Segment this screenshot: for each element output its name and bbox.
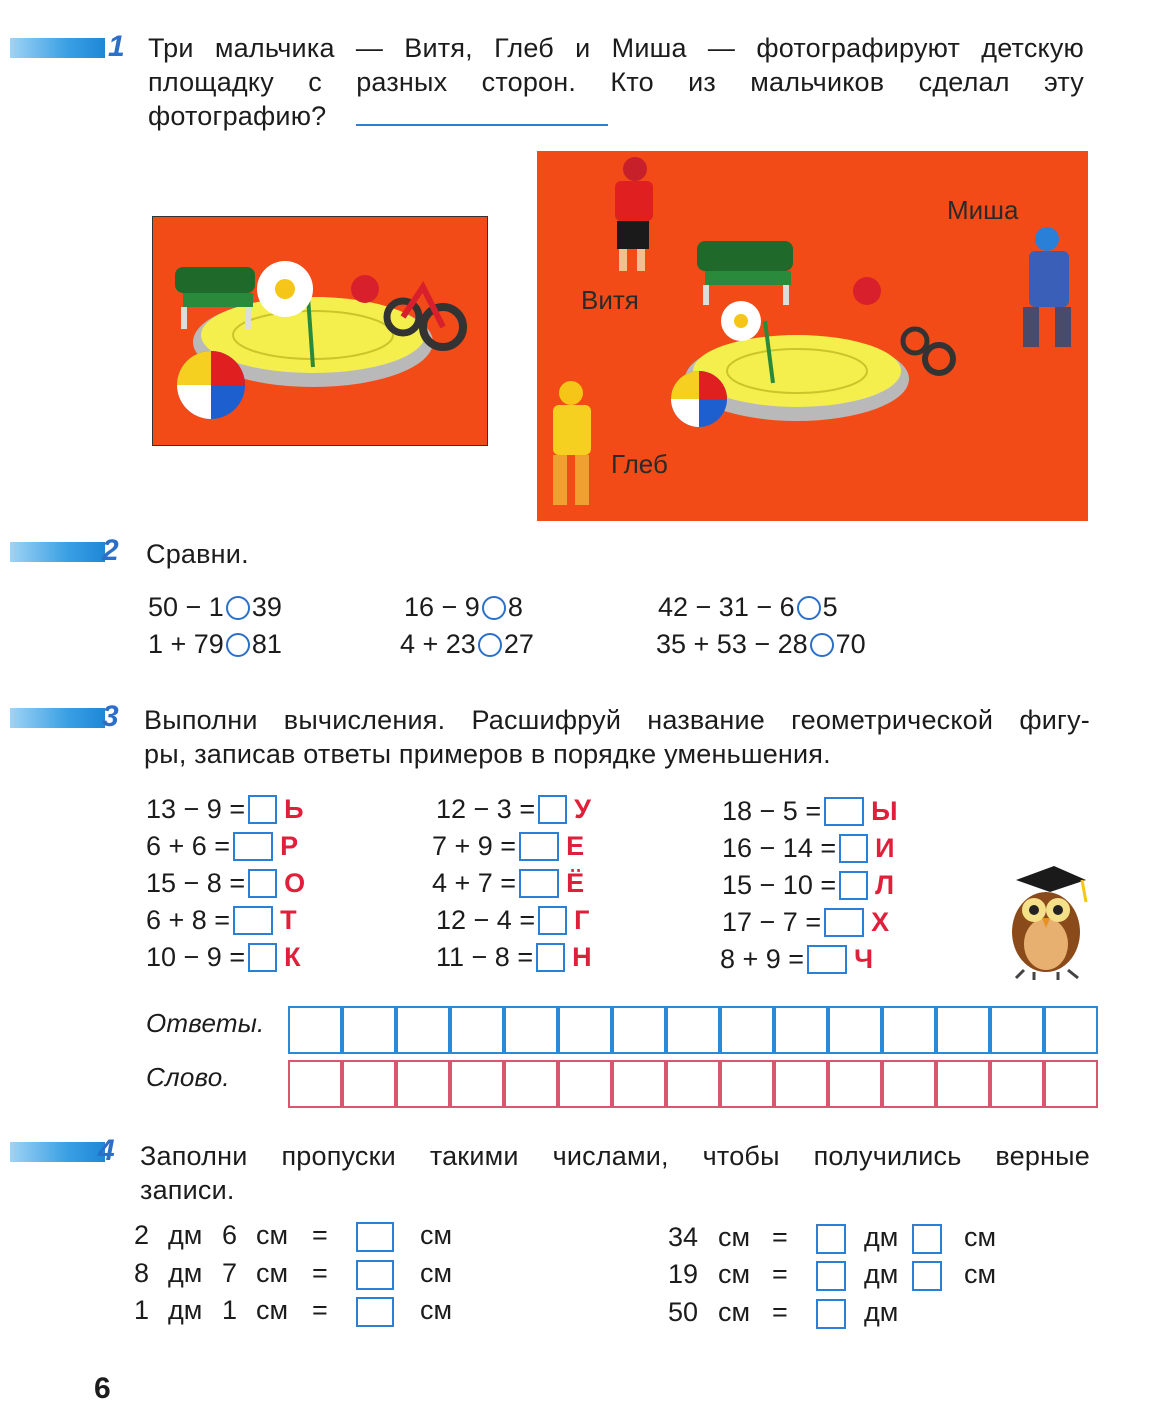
- word-cell[interactable]: [612, 1060, 666, 1108]
- answer-box[interactable]: [816, 1224, 846, 1254]
- word-cell[interactable]: [450, 1060, 504, 1108]
- answer-box[interactable]: [824, 797, 864, 826]
- calc-item: 15 − 10 = Л: [722, 870, 895, 900]
- label-gleb: Глеб: [611, 449, 668, 479]
- calc-item: 18 − 5 = Ы: [722, 796, 898, 826]
- compare-circle[interactable]: [226, 633, 250, 657]
- owl-mascot: [994, 862, 1094, 980]
- answer-box[interactable]: [538, 906, 567, 935]
- compare-item: 42 − 31 − 6 5: [658, 592, 838, 622]
- compare-circle[interactable]: [226, 596, 250, 620]
- calc-item: 8 + 9 = Ч: [720, 944, 874, 974]
- answer-box[interactable]: [248, 795, 277, 824]
- calc-item: 13 − 9 = Ь: [146, 794, 304, 824]
- word-cell[interactable]: [342, 1060, 396, 1108]
- answer-box[interactable]: [356, 1222, 394, 1252]
- compare-item: 4 + 23 27: [400, 629, 534, 659]
- word-cell[interactable]: [504, 1060, 558, 1108]
- answer-cell[interactable]: [504, 1006, 558, 1054]
- answer-cell[interactable]: [774, 1006, 828, 1054]
- answer-cell[interactable]: [1044, 1006, 1098, 1054]
- task-marker: [10, 38, 105, 58]
- answers-row: [288, 1006, 1098, 1054]
- answer-line[interactable]: [356, 124, 608, 126]
- task-number: 4: [98, 1134, 115, 1167]
- answer-cell[interactable]: [342, 1006, 396, 1054]
- photo-small: [152, 216, 488, 446]
- answer-cell[interactable]: [936, 1006, 990, 1054]
- task3-line1: Выполни вычисления. Расшифруй название геометрической фигу-: [144, 705, 1090, 735]
- answer-box[interactable]: [816, 1299, 846, 1329]
- task-marker: [10, 708, 105, 728]
- answer-box[interactable]: [248, 869, 277, 898]
- answer-box[interactable]: [824, 908, 864, 937]
- answer-cell[interactable]: [612, 1006, 666, 1054]
- answer-cell[interactable]: [828, 1006, 882, 1054]
- answer-box[interactable]: [248, 943, 277, 972]
- calc-item: 4 + 7 = Ё: [432, 868, 585, 898]
- answer-box[interactable]: [233, 832, 273, 861]
- answer-box[interactable]: [538, 795, 567, 824]
- answer-box[interactable]: [356, 1260, 394, 1290]
- calc-item: 6 + 6 = Р: [146, 831, 299, 861]
- answer-box[interactable]: [519, 832, 559, 861]
- label-vitya: Витя: [581, 285, 639, 315]
- calc-item: 15 − 8 = О: [146, 868, 306, 898]
- compare-circle[interactable]: [797, 596, 821, 620]
- word-row: [288, 1060, 1098, 1108]
- word-cell[interactable]: [936, 1060, 990, 1108]
- task-marker: [10, 542, 105, 562]
- task4-line1: Заполни пропуски такими числами, чтобы получились верные: [140, 1141, 1090, 1171]
- calc-item: 17 − 7 = Х: [722, 907, 890, 937]
- answer-cell[interactable]: [720, 1006, 774, 1054]
- word-cell[interactable]: [666, 1060, 720, 1108]
- word-cell[interactable]: [558, 1060, 612, 1108]
- compare-circle[interactable]: [482, 596, 506, 620]
- word-cell[interactable]: [1044, 1060, 1098, 1108]
- answer-box[interactable]: [519, 869, 559, 898]
- calc-item: 11 − 8 = Н: [436, 942, 592, 972]
- compare-item: 1 + 79 81: [148, 629, 282, 659]
- word-label: Слово.: [146, 1062, 230, 1092]
- answer-cell[interactable]: [450, 1006, 504, 1054]
- answer-box[interactable]: [816, 1261, 846, 1291]
- calc-item: 7 + 9 = Е: [432, 831, 585, 861]
- task-number: 1: [108, 30, 125, 63]
- calc-item: 12 − 3 = У: [436, 794, 591, 824]
- compare-item: 50 − 1 39: [148, 592, 282, 622]
- word-cell[interactable]: [720, 1060, 774, 1108]
- answer-cell[interactable]: [666, 1006, 720, 1054]
- answer-cell[interactable]: [396, 1006, 450, 1054]
- answer-box[interactable]: [356, 1297, 394, 1327]
- task1-line2: площадку с разных сторон. Кто из мальчиков сделал эту: [148, 67, 1084, 97]
- word-cell[interactable]: [828, 1060, 882, 1108]
- calc-item: 12 − 4 = Г: [436, 905, 590, 935]
- answer-box[interactable]: [839, 834, 868, 863]
- answer-cell[interactable]: [882, 1006, 936, 1054]
- calc-item: 10 − 9 = К: [146, 942, 301, 972]
- task2-title: Сравни.: [146, 539, 249, 569]
- word-cell[interactable]: [990, 1060, 1044, 1108]
- answer-cell[interactable]: [990, 1006, 1044, 1054]
- task3-line2: ры, записав ответы примеров в порядке уменьшения.: [144, 739, 831, 769]
- answer-box[interactable]: [912, 1261, 942, 1291]
- answer-box[interactable]: [839, 871, 868, 900]
- page-number: 6: [94, 1372, 111, 1405]
- word-cell[interactable]: [882, 1060, 936, 1108]
- word-cell[interactable]: [288, 1060, 342, 1108]
- task-number: 3: [102, 700, 119, 733]
- word-cell[interactable]: [774, 1060, 828, 1108]
- compare-item: 16 − 9 8: [404, 592, 523, 622]
- task-marker: [10, 1142, 105, 1162]
- answer-box[interactable]: [233, 906, 273, 935]
- calc-item: 6 + 8 = Т: [146, 905, 297, 935]
- task1-line3: фотографию?: [148, 101, 327, 131]
- task1-line1: Три мальчика — Витя, Глеб и Миша — фотографируют детскую: [148, 33, 1084, 63]
- task-number: 2: [102, 534, 119, 567]
- compare-circle[interactable]: [478, 633, 502, 657]
- answer-cell[interactable]: [558, 1006, 612, 1054]
- answers-label: Ответы.: [146, 1008, 265, 1038]
- task4-line2: записи.: [140, 1175, 235, 1205]
- answer-box[interactable]: [536, 943, 565, 972]
- compare-circle[interactable]: [810, 633, 834, 657]
- calc-item: 16 − 14 = И: [722, 833, 895, 863]
- label-misha: Миша: [947, 195, 1019, 225]
- photo-playground: [537, 151, 1088, 521]
- answer-box[interactable]: [912, 1224, 942, 1254]
- answer-cell[interactable]: [288, 1006, 342, 1054]
- answer-box[interactable]: [807, 945, 847, 974]
- compare-item: 35 + 53 − 28 70: [656, 629, 866, 659]
- word-cell[interactable]: [396, 1060, 450, 1108]
